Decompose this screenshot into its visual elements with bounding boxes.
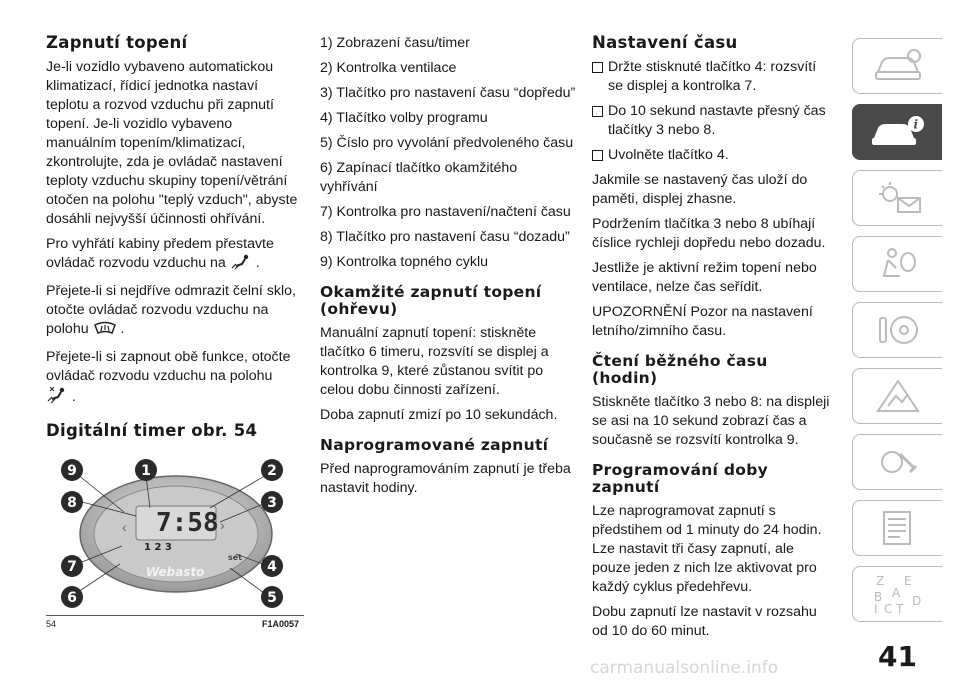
tools-tab[interactable] — [852, 434, 942, 490]
paragraph: Dobu zapnutí lze nastavit v rozsahu od 10 do 60 minut. — [592, 604, 817, 639]
paragraph-text: . — [120, 321, 125, 337]
svg-text:E: E — [903, 574, 912, 588]
feet-airflow-icon — [230, 254, 252, 276]
svg-text:I: I — [873, 602, 878, 616]
svg-text:4: 4 — [267, 559, 277, 575]
display-digits: 1 2 3 — [144, 542, 172, 553]
checklist-item: Do 10 sekund nastavte přesný čas tlačítky 3 nebo 8. — [592, 102, 832, 140]
svg-text:6: 6 — [67, 590, 77, 606]
svg-text:2: 2 — [267, 463, 277, 479]
list-item: 8) Tlačítko pro nastavení času “dozadu” — [320, 229, 570, 245]
section-heading: Čtení běžného času (hodin) — [592, 352, 768, 387]
lights-message-tab[interactable] — [852, 170, 942, 226]
paragraph: Podržením tlačítka 3 nebo 8 ubíhají číslice rychleji dopředu nebo dozadu. — [592, 216, 826, 251]
brand-logo: Webasto — [146, 565, 205, 579]
figure-code: F1A0057 — [262, 619, 300, 629]
list-item: 9) Kontrolka topného cyklu — [320, 254, 488, 270]
index-tab[interactable] — [852, 566, 942, 622]
paragraph: Před naprogramováním zapnutí je třeba nastavit hodiny. — [320, 461, 571, 496]
column-right — [592, 34, 832, 647]
car-info-tab[interactable] — [852, 38, 942, 94]
paragraph-text: Přejete-li si zapnout obě funkce, otočte ovládač rozvodu vzduchu na polohu — [46, 349, 291, 384]
svg-text:Z: Z — [875, 574, 884, 588]
chapter-tabs — [852, 38, 942, 632]
paragraph — [46, 282, 304, 342]
paragraph-text: Přejete-li si nejdříve odmrazit čelní sklo, otočte ovládač rozvodu vzduchu na polohu — [46, 283, 296, 337]
section-heading: Naprogramované zapnutí — [320, 436, 549, 454]
list-item: 1) Zobrazení času/timer — [320, 35, 470, 51]
paragraph-text: . — [71, 389, 76, 405]
watermark: carmanualsonline.info — [590, 658, 779, 678]
paragraph: Jestliže je aktivní režim topení nebo ventilace, nelze čas seřídit. — [592, 260, 817, 295]
paragraph: Doba zapnutí zmizí po 10 sekundách. — [320, 407, 558, 423]
paragraph: Lze naprogramovat zapnutí s předstihem od 1 minuty do 24 hodin. Lze nastavit tři časy zapnutí, ale pouze jeden z nich lze aktivovat pro každý cyklus předehřevu. — [592, 503, 822, 595]
section-heading: Zapnutí topení — [46, 33, 188, 52]
svg-text:D: D — [911, 594, 921, 608]
list-item: 7) Kontrolka pro nastavení/načtení času — [320, 204, 571, 220]
paragraph — [46, 348, 304, 410]
paragraph — [46, 235, 304, 276]
svg-text:9: 9 — [67, 463, 77, 479]
forward-arrow-icon: › — [220, 517, 225, 533]
data-list-tab[interactable] — [852, 500, 942, 556]
checklist-item: Držte stisknuté tlačítko 4: rozsvítí se displej a kontrolka 7. — [592, 58, 832, 96]
list-item: 3) Tlačítko pro nastavení času “dopředu” — [320, 85, 576, 101]
paragraph: Jakmile se nastavený čas uloží do paměti, displej zhasne. — [592, 172, 808, 207]
svg-text:7: 7 — [67, 559, 77, 575]
paragraph: Manuální zapnutí topení: stiskněte tlačítko 6 timeru, rozsvítí se displej a kontrolka 9, které zůstanou svítit po celou dobu činnosti zařízení. — [320, 325, 549, 398]
list-item: 2) Kontrolka ventilace — [320, 60, 457, 76]
paragraph-text: Pro vyhřátí kabiny předem přestavte ovládač rozvodu vzduchu na — [46, 236, 274, 271]
section-heading: Digitální timer obr. 54 — [46, 421, 258, 440]
section-heading: Nastavení času — [592, 33, 738, 52]
windshield-defrost-icon — [93, 320, 117, 342]
paragraph-text: . — [255, 255, 260, 271]
feet-defrost-icon — [46, 386, 68, 410]
display-time: 7:58 — [156, 508, 219, 538]
figure-number: 54 — [46, 619, 57, 629]
paragraph: Stiskněte tlačítko 3 nebo 8: na displeji se asi na 10 sekund zobrazí čas a současně se rozsvítí kontrolka 9. — [592, 394, 830, 448]
figure-divider — [46, 615, 304, 616]
checklist-item: Uvolněte tlačítko 4. — [592, 146, 832, 165]
back-arrow-icon: ‹ — [122, 519, 127, 535]
svg-text:1: 1 — [141, 463, 151, 479]
timer-figure — [50, 446, 302, 614]
list-item: 6) Zapínací tlačítko okamžitého vyhřívání — [320, 160, 518, 195]
svg-text:5: 5 — [267, 590, 277, 606]
svg-text:B: B — [873, 590, 882, 604]
list-item: 5) Číslo pro vyvolání předvoleného času — [320, 135, 574, 151]
section-heading: Programování doby zapnutí — [592, 461, 769, 496]
steering-tab[interactable] — [852, 302, 942, 358]
checkbox-icon — [592, 150, 603, 161]
svg-text:8: 8 — [67, 495, 77, 511]
list-item: 4) Tlačítko volby programu — [320, 110, 488, 126]
svg-text:C: C — [883, 602, 892, 616]
set-label: set — [228, 553, 243, 562]
column-left — [46, 34, 304, 446]
svg-text:i: i — [913, 117, 918, 132]
svg-text:T: T — [895, 602, 903, 616]
warning-tab[interactable] — [852, 368, 942, 424]
page-number: 41 — [878, 640, 917, 673]
column-middle — [320, 34, 576, 504]
section-heading: Okamžité zapnutí topení (ohřevu) — [320, 283, 542, 318]
car-info-active-tab[interactable] — [852, 104, 942, 160]
checkbox-icon — [592, 106, 603, 117]
svg-text:A: A — [891, 586, 900, 600]
paragraph: UPOZORNĚNÍ Pozor na nastavení letního/zimního času. — [592, 304, 813, 339]
paragraph: Je-li vozidlo vybaveno automatickou klimatizací, řídicí jednotka nastaví teplotu a rozvod vzduchu při zapnutí topení. Je-li vozidlo vybaveno manuálním topením/klimatizací, zkontrolujte, zda je ovládač nastavení teploty vzduchu skupiny topení/větrání otočen na polohu "teplý vzduch", abyste dosáhli nejvyšší účinnosti ohřívání. — [46, 59, 298, 227]
checkbox-icon — [592, 62, 603, 73]
svg-text:3: 3 — [267, 495, 277, 511]
airbag-seat-tab[interactable] — [852, 236, 942, 292]
